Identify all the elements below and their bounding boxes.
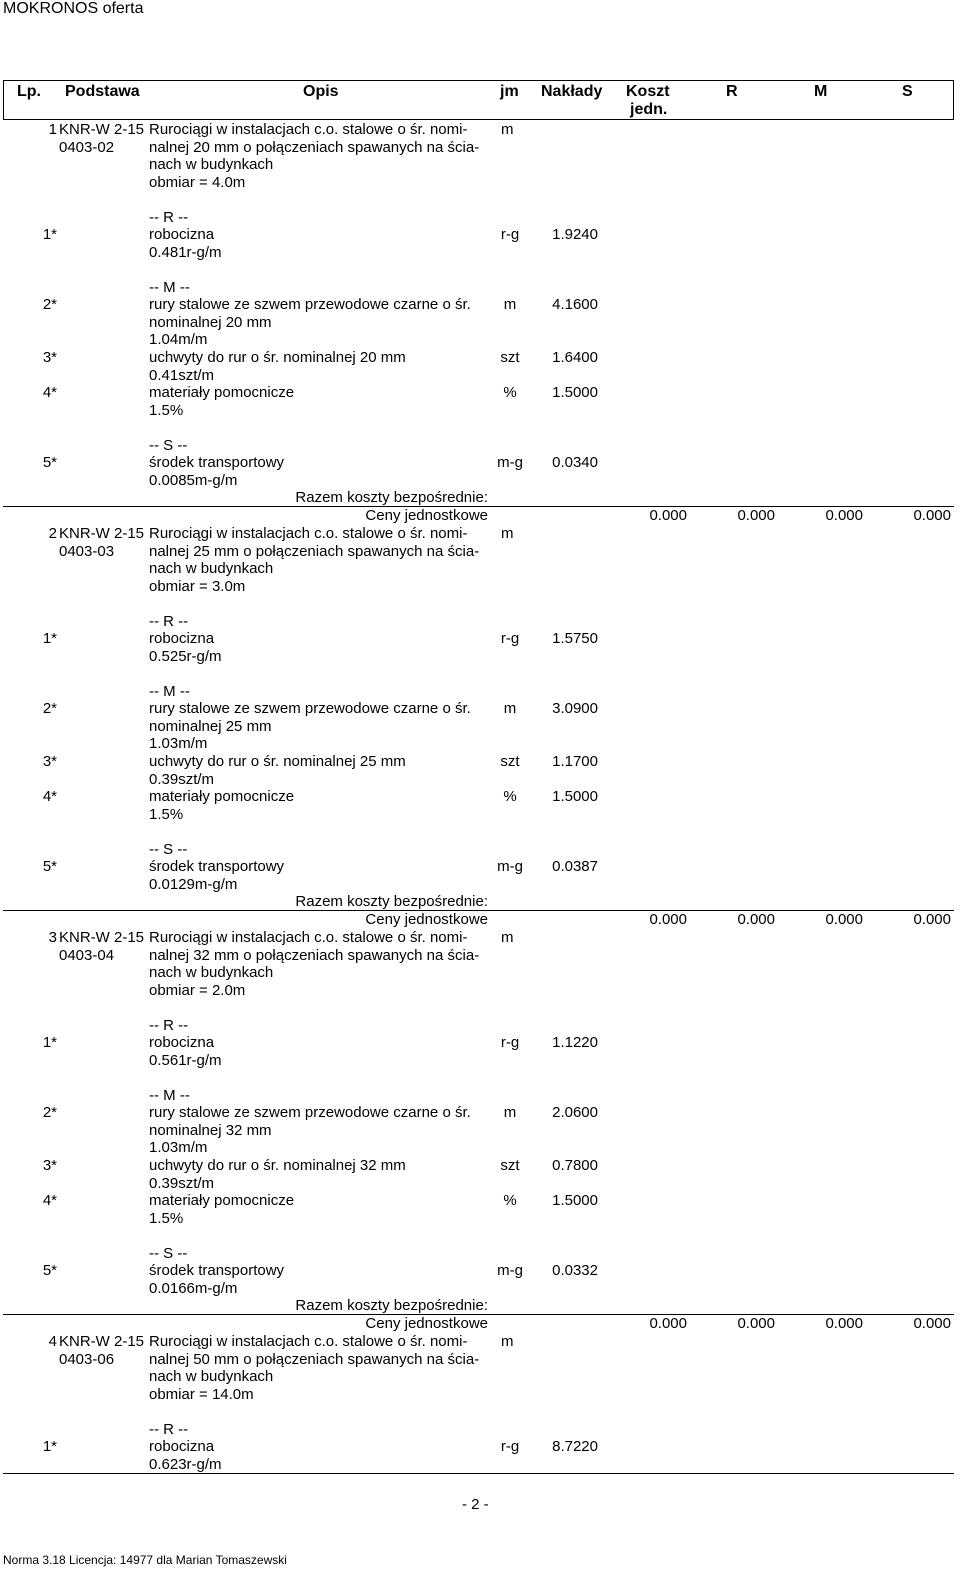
item-unit: m-g [497, 858, 523, 875]
item-norm: 0.39szt/m [149, 1174, 215, 1192]
item-name: robocizna [149, 630, 215, 647]
position-separator [3, 1314, 954, 1315]
position-description-line: obmiar = 2.0m [149, 981, 246, 999]
item-name: rury stalowe ze szwem przewodowe czarne o śr. [149, 1104, 471, 1121]
unit-price-value: 0.000 [649, 1315, 687, 1332]
cost-group-header: -- S -- [149, 1245, 188, 1262]
item-quantity: 1.6400 [552, 349, 598, 366]
position-description-line: nach w budynkach [149, 560, 274, 577]
item-number: 5* [42, 1262, 57, 1279]
cost-group-header: -- R -- [149, 1421, 189, 1438]
item-number: 4* [42, 384, 57, 401]
item-number: 4* [42, 1192, 57, 1209]
item-quantity: 0.0332 [552, 1262, 598, 1279]
position-lp: 2 [48, 525, 57, 542]
item-name: środek transportowy [149, 454, 285, 471]
table-left-border [3, 80, 4, 120]
unit-price-value: 0.000 [649, 507, 687, 524]
position-description-line: Rurociągi w instalacjach c.o. stalowe o śr. nomi- [149, 929, 468, 946]
col-podstawa: Podstawa [65, 83, 140, 100]
item-unit: r-g [500, 226, 520, 243]
item-norm: 0.561r-g/m [149, 1051, 222, 1069]
item-quantity: 1.9240 [552, 226, 598, 243]
item-unit: r-g [500, 1034, 520, 1051]
item-norm: 1.03m/m [149, 735, 208, 752]
col-koszt-jedn: jedn. [630, 101, 668, 118]
cost-group-header: -- R -- [149, 1017, 189, 1034]
item-norm: 1.03m/m [149, 1139, 208, 1156]
item-unit: r-g [500, 1438, 520, 1455]
position-unit: m [501, 929, 514, 946]
item-number: 2* [42, 1104, 57, 1121]
item-norm: 0.0085m-g/m [149, 471, 238, 489]
position-description-line: Rurociągi w instalacjach c.o. stalowe o śr. nomi- [149, 1333, 468, 1350]
cost-group-header: -- M -- [149, 279, 190, 296]
item-quantity: 4.1600 [552, 296, 598, 313]
position-description-line: nalnej 32 mm o połączeniach spawanych na ścia- [149, 946, 480, 964]
cost-group-header: -- S -- [149, 437, 188, 454]
table-bottom-border [3, 1473, 954, 1474]
unit-price-value: 0.000 [737, 911, 775, 928]
item-number: 3* [42, 1157, 57, 1174]
col-r: R [726, 83, 738, 100]
item-unit: m [503, 296, 517, 313]
item-name: rury stalowe ze szwem przewodowe czarne o śr. [149, 296, 471, 313]
item-name: uchwyty do rur o śr. nominalnej 20 mm [149, 349, 406, 366]
col-s: S [902, 83, 913, 100]
position-description-line: nalnej 25 mm o połączeniach spawanych na ścia- [149, 542, 480, 560]
item-norm: 1.5% [149, 1209, 184, 1227]
item-name: rury stalowe ze szwem przewodowe czarne o śr. [149, 700, 471, 717]
position-description-line: obmiar = 3.0m [149, 577, 246, 595]
footer: Norma 3.18 Licencja: 14977 dla Marian Tomaszewski [3, 1553, 287, 1567]
position-description-line: obmiar = 14.0m [149, 1385, 254, 1403]
item-norm: 1.5% [149, 401, 184, 419]
item-quantity: 1.5000 [552, 1192, 598, 1209]
position-basis-line: 0403-06 [59, 1350, 115, 1368]
item-unit: m [503, 700, 517, 717]
cost-group-header: -- R -- [149, 209, 189, 226]
item-quantity: 1.5750 [552, 630, 598, 647]
item-quantity: 0.7800 [552, 1157, 598, 1174]
cost-group-header: -- S -- [149, 841, 188, 858]
item-name: środek transportowy [149, 1262, 285, 1279]
item-quantity: 0.0387 [552, 858, 598, 875]
col-lp: Lp. [17, 83, 41, 100]
position-lp: 4 [48, 1333, 57, 1350]
position-basis-line: KNR-W 2-15 [59, 929, 145, 946]
col-m: M [814, 83, 828, 100]
position-description-line: Rurociągi w instalacjach c.o. stalowe o śr. nomi- [149, 121, 468, 138]
position-description-line: Rurociągi w instalacjach c.o. stalowe o śr. nomi- [149, 525, 468, 542]
item-number: 2* [42, 700, 57, 717]
unit-price-value: 0.000 [737, 507, 775, 524]
unit-price-value: 0.000 [825, 507, 863, 524]
item-name: nominalnej 20 mm [149, 313, 272, 331]
item-name: materiały pomocnicze [149, 1192, 295, 1209]
item-name: nominalnej 32 mm [149, 1121, 272, 1139]
item-unit: szt [500, 753, 520, 770]
position-unit: m [501, 1333, 514, 1350]
direct-costs-label: Razem koszty bezpośrednie: [295, 489, 488, 506]
item-unit: % [503, 1192, 517, 1209]
table-right-border [953, 80, 954, 120]
item-number: 1* [42, 1438, 57, 1455]
item-norm: 0.41szt/m [149, 366, 215, 384]
direct-costs-label: Razem koszty bezpośrednie: [295, 1297, 488, 1314]
cost-group-header: -- M -- [149, 683, 190, 700]
position-separator [3, 910, 954, 911]
unit-price-value: 0.000 [737, 1315, 775, 1332]
unit-price-value: 0.000 [913, 1315, 951, 1332]
item-name: nominalnej 25 mm [149, 717, 272, 735]
item-quantity: 0.0340 [552, 454, 598, 471]
item-norm: 0.623r-g/m [149, 1455, 222, 1473]
position-description-line: obmiar = 4.0m [149, 173, 246, 191]
unit-price-value: 0.000 [913, 507, 951, 524]
position-unit: m [501, 121, 514, 138]
unit-price-value: 0.000 [913, 911, 951, 928]
item-unit: % [503, 384, 517, 401]
position-basis-line: 0403-03 [59, 542, 115, 560]
item-number: 3* [42, 753, 57, 770]
unit-price-value: 0.000 [825, 1315, 863, 1332]
direct-costs-label: Razem koszty bezpośrednie: [295, 893, 488, 910]
item-norm: 0.0129m-g/m [149, 875, 238, 893]
item-number: 1* [42, 226, 57, 243]
item-name: uchwyty do rur o śr. nominalnej 25 mm [149, 753, 406, 770]
item-quantity: 3.0900 [552, 700, 598, 717]
table-top-border [3, 80, 954, 81]
item-quantity: 1.5000 [552, 788, 598, 805]
position-basis-line: KNR-W 2-15 [59, 1333, 145, 1350]
item-norm: 1.04m/m [149, 331, 208, 348]
item-name: robocizna [149, 1034, 215, 1051]
item-unit: m-g [497, 1262, 523, 1279]
app-title: MOKRONOS oferta [3, 0, 144, 17]
col-koszt: Koszt [626, 83, 670, 100]
item-quantity: 8.7220 [552, 1438, 598, 1455]
position-description-line: nalnej 20 mm o połączeniach spawanych na ścia- [149, 138, 480, 156]
item-unit: szt [500, 349, 520, 366]
cost-group-header: -- M -- [149, 1087, 190, 1104]
item-unit: szt [500, 1157, 520, 1174]
item-quantity: 1.5000 [552, 384, 598, 401]
item-name: robocizna [149, 226, 215, 243]
position-description-line: nach w budynkach [149, 964, 274, 981]
item-number: 2* [42, 296, 57, 313]
position-basis-line: KNR-W 2-15 [59, 525, 145, 542]
item-quantity: 1.1700 [552, 753, 598, 770]
item-number: 1* [42, 630, 57, 647]
unit-price-value: 0.000 [649, 911, 687, 928]
position-unit: m [501, 525, 514, 542]
item-norm: 1.5% [149, 805, 184, 823]
position-basis-line: 0403-02 [59, 138, 115, 156]
position-lp: 3 [48, 929, 57, 946]
item-norm: 0.0166m-g/m [149, 1279, 238, 1297]
item-unit: r-g [500, 630, 520, 647]
position-description-line: nalnej 50 mm o połączeniach spawanych na ścia- [149, 1350, 480, 1368]
col-opis: Opis [303, 83, 339, 100]
item-number: 3* [42, 349, 57, 366]
unit-price-value: 0.000 [825, 911, 863, 928]
position-basis-line: KNR-W 2-15 [59, 121, 145, 138]
item-name: materiały pomocnicze [149, 788, 295, 805]
unit-prices-label: Ceny jednostkowe [365, 911, 488, 928]
position-description-line: nach w budynkach [149, 156, 274, 173]
item-name: uchwyty do rur o śr. nominalnej 32 mm [149, 1157, 406, 1174]
item-unit: m-g [497, 454, 523, 471]
item-norm: 0.481r-g/m [149, 243, 222, 261]
position-basis-line: 0403-04 [59, 946, 115, 964]
item-quantity: 2.0600 [552, 1104, 598, 1121]
unit-prices-label: Ceny jednostkowe [365, 1315, 488, 1332]
item-unit: % [503, 788, 517, 805]
item-norm: 0.525r-g/m [149, 647, 222, 665]
col-jm: jm [500, 83, 519, 100]
position-description-line: nach w budynkach [149, 1368, 274, 1385]
item-number: 5* [42, 454, 57, 471]
item-number: 4* [42, 788, 57, 805]
item-number: 5* [42, 858, 57, 875]
item-norm: 0.39szt/m [149, 770, 215, 788]
table-header-border [3, 119, 954, 120]
item-name: materiały pomocnicze [149, 384, 295, 401]
item-name: środek transportowy [149, 858, 285, 875]
item-unit: m [503, 1104, 517, 1121]
col-naklady: Nakłady [541, 83, 603, 100]
item-number: 1* [42, 1034, 57, 1051]
position-lp: 1 [48, 121, 57, 138]
page-number: - 2 - [462, 1496, 489, 1513]
position-separator [3, 506, 954, 507]
item-name: robocizna [149, 1438, 215, 1455]
cost-group-header: -- R -- [149, 613, 189, 630]
item-quantity: 1.1220 [552, 1034, 598, 1051]
unit-prices-label: Ceny jednostkowe [365, 507, 488, 524]
